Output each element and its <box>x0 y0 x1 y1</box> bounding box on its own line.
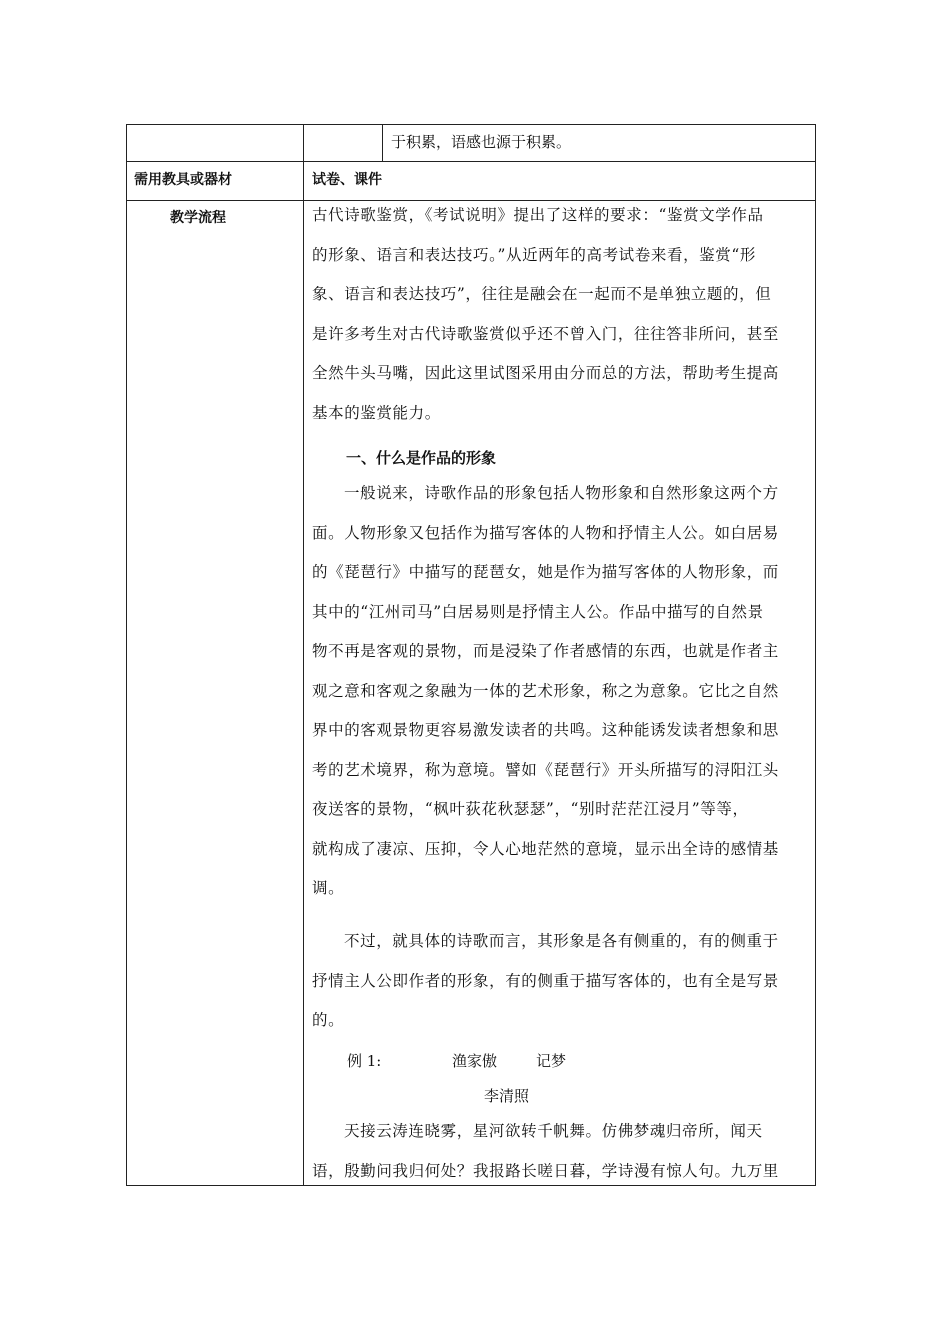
process-label: 教学流程 <box>170 210 226 226</box>
text-line: 的。 <box>312 1011 345 1029</box>
text-line: 古代诗歌鉴赏，《考试说明》提出了这样的要求：“鉴赏文学作品 <box>312 206 764 224</box>
text-line: 全然牛头马嘴，因此这里试图采用由分而总的方法，帮助考生提高 <box>312 364 779 382</box>
text-line: 一般说来，诗歌作品的形象包括人物形象和自然形象这两个方 <box>344 484 779 502</box>
body-paragraph <box>312 474 808 909</box>
poem-author: 李清照 <box>484 1087 530 1105</box>
equipment-label: 需用教具或器材 <box>134 172 232 188</box>
intro-paragraph <box>312 196 808 433</box>
text-line: 是许多考生对古代诗歌鉴赏似乎还不曾入门，往往答非所问，甚至 <box>312 324 779 343</box>
text-line: 物不再是客观的景物，而是浸染了作者感情的东西，也就是作者主 <box>312 642 779 660</box>
section-heading: 一、什么是作品的形象 <box>346 449 497 467</box>
text-line: 其中的“江州司马”白居易则是抒情主人公。作品中描写的自然景 <box>312 602 764 621</box>
row-divider-1 <box>126 161 816 162</box>
text-line: 就构成了凄凉、压抑，令人心地茫然的意境，显示出全诗的感情基 <box>312 839 779 858</box>
text-line: 考的艺术境界，称为意境。譬如《琵琶行》开头所描写的浔阳江头 <box>312 760 779 779</box>
text-line: 基本的鉴赏能力。 <box>312 403 441 422</box>
text-line: 观之意和客观之象融为一体的艺术形象，称之为意象。它比之自然 <box>312 681 779 700</box>
text-line: 象、语言和表达技巧”，往往是融会在一起而不是单独立题的，但 <box>312 285 772 303</box>
text-line: 天接云涛连晓雾，星河欲转千帆舞。仿佛梦魂归帝所，闻天 <box>344 1122 763 1140</box>
example-label: 例 1: <box>347 1052 382 1070</box>
text-line: 的《琵琶行》中描写的琵琶女，她是作为描写客体的人物形象，而 <box>312 563 779 581</box>
text-line: 抒情主人公即作者的形象，有的侧重于描写客体的，也有全是写景 <box>312 971 779 990</box>
text-line: 面。人物形象又包括作为描写客体的人物和抒情主人公。如白居易 <box>312 523 779 542</box>
poem-paragraph <box>312 1112 808 1191</box>
column-divider-2 <box>382 124 383 162</box>
poem-subtitle: 记梦 <box>536 1052 567 1070</box>
column-divider-1 <box>303 124 304 1186</box>
row0-text: 于积累，语感也源于积累。 <box>391 133 572 151</box>
equipment-value: 试卷、课件 <box>312 172 382 188</box>
text-line: 界中的客观景物更容易激发读者的共鸣。这种能诱发读者想象和思 <box>312 721 779 739</box>
text-line: 夜送客的景物，“枫叶荻花秋瑟瑟”，“别时茫茫江浸月”等等， <box>312 800 749 818</box>
text-line: 调。 <box>312 879 345 897</box>
text-line: 的形象、语言和表达技巧。”从近两年的高考试卷来看，鉴赏“形 <box>312 245 756 264</box>
text-line: 语，殷勤问我归何处？我报路长嗟日暮，学诗漫有惊人句。九万里 <box>312 1161 779 1180</box>
text-line: 不过，就具体的诗歌而言，其形象是各有侧重的，有的侧重于 <box>344 932 779 950</box>
poem-title: 渔家傲 <box>452 1052 498 1070</box>
body2-paragraph <box>312 922 808 1041</box>
